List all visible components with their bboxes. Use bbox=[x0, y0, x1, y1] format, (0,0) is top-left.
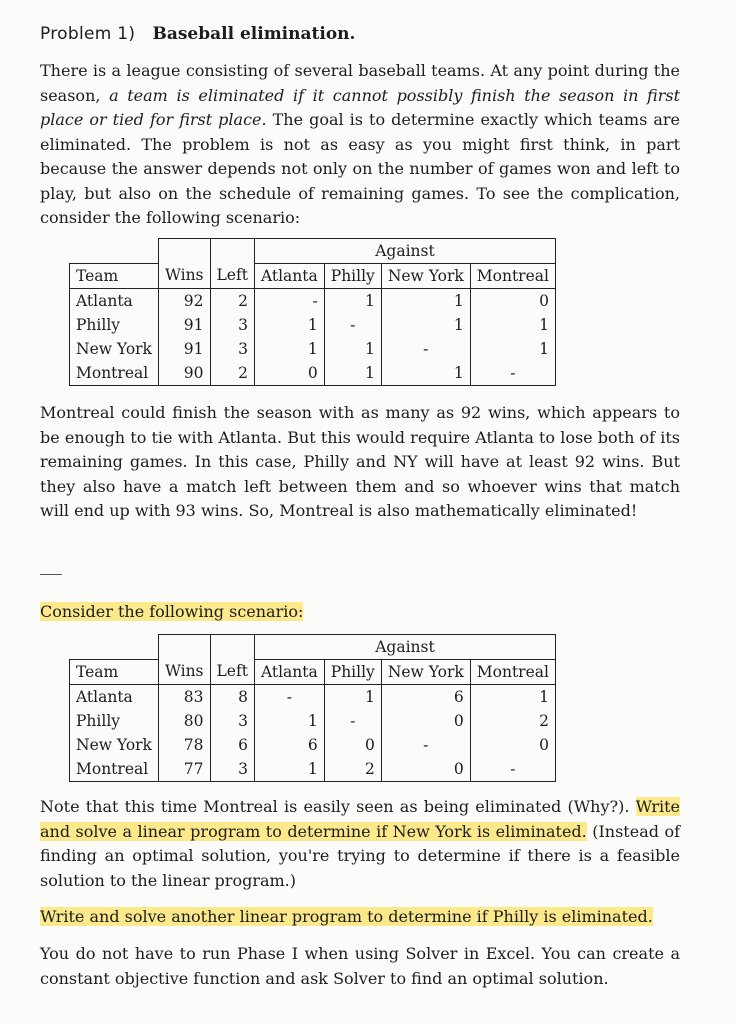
problem-title: Baseball elimination. bbox=[152, 24, 356, 44]
col-header-team: Team bbox=[70, 264, 159, 289]
new-york-task-highlight: Write and solve a linear program to determine if New York is eliminated. bbox=[40, 797, 680, 841]
problem-heading bbox=[40, 24, 355, 44]
col-header-wins: Wins bbox=[158, 264, 210, 289]
solver-note: You do not have to run Phase I when using Solver in Excel. You can create a constant objective function and ask Solver to find an optimal solution. bbox=[40, 944, 680, 988]
elimination-definition: a team is eliminated if it cannot possibly finish the season in first place or tied for first place. bbox=[40, 85, 680, 129]
col-header-wins: Wins bbox=[158, 660, 210, 685]
table-row: Philly 80 3 1 - 0 2 bbox=[70, 709, 556, 733]
standings-table-2 bbox=[69, 634, 556, 782]
philly-task-highlight: Write and solve another linear program to determine if Philly is eliminated. bbox=[40, 907, 653, 926]
col-header-philly: Philly bbox=[324, 264, 381, 289]
standings-table-1 bbox=[69, 238, 556, 386]
table-row: New York 91 3 1 1 - 1 bbox=[70, 337, 556, 361]
col-header-left: Left bbox=[210, 264, 254, 289]
section-separator bbox=[40, 574, 62, 575]
table-row: Atlanta 83 8 - 1 6 1 bbox=[70, 685, 556, 710]
table-row: Atlanta 92 2 - 1 1 0 bbox=[70, 289, 556, 314]
col-header-atlanta: Atlanta bbox=[254, 660, 324, 685]
table-row: Montreal 77 3 1 2 0 - bbox=[70, 757, 556, 782]
note-paragraph: Note that this time Montreal is easily seen as being eliminated (Why?). Write and solve a linear program to determine if New York is eliminated. (Instead of finding an optimal solution, you're trying to determine if there is a feasible solution to the linear program.) bbox=[40, 797, 681, 890]
intro-paragraph: There is a league consisting of several baseball teams. At any point during the season, a team is eliminated if it cannot possibly finish the season in first place or tied for first place. The goal is to determine exactly which teams are eliminated. The problem is not as easy as you might first think, in part because the answer depends not only on the number of games won and left to play, but also on the schedule of remaining games. To see the complication, consider the following scenario: bbox=[40, 61, 681, 227]
col-header-left: Left bbox=[210, 660, 254, 685]
col-header-new-york: New York bbox=[381, 264, 470, 289]
against-header: Against bbox=[254, 635, 555, 660]
consider-line bbox=[40, 600, 680, 625]
col-header-philly: Philly bbox=[324, 660, 381, 685]
col-header-atlanta: Atlanta bbox=[254, 264, 324, 289]
table-row: Philly 91 3 1 - 1 1 bbox=[70, 313, 556, 337]
col-header-new-york: New York bbox=[381, 660, 470, 685]
handwritten-problem-label: Problem 1) bbox=[40, 24, 136, 44]
table-row: Montreal 90 2 0 1 1 - bbox=[70, 361, 556, 386]
col-header-montreal: Montreal bbox=[470, 264, 555, 289]
philly-task-line bbox=[40, 905, 680, 930]
col-header-montreal: Montreal bbox=[470, 660, 555, 685]
consider-highlight: Consider the following scenario: bbox=[40, 602, 304, 621]
montreal-explanation: Montreal could finish the season with as many as 92 wins, which appears to be enough to tie with Atlanta. But this would require Atlanta to lose both of its remaining games. In this case, Philly and NY will have at least 92 wins. But they also have a match left between them and so whoever wins that match will end up with 93 wins. So, Montreal is also mathematically eliminated! bbox=[40, 403, 680, 520]
col-header-team: Team bbox=[70, 660, 159, 685]
table-row: New York 78 6 6 0 - 0 bbox=[70, 733, 556, 757]
against-header: Against bbox=[254, 239, 555, 264]
